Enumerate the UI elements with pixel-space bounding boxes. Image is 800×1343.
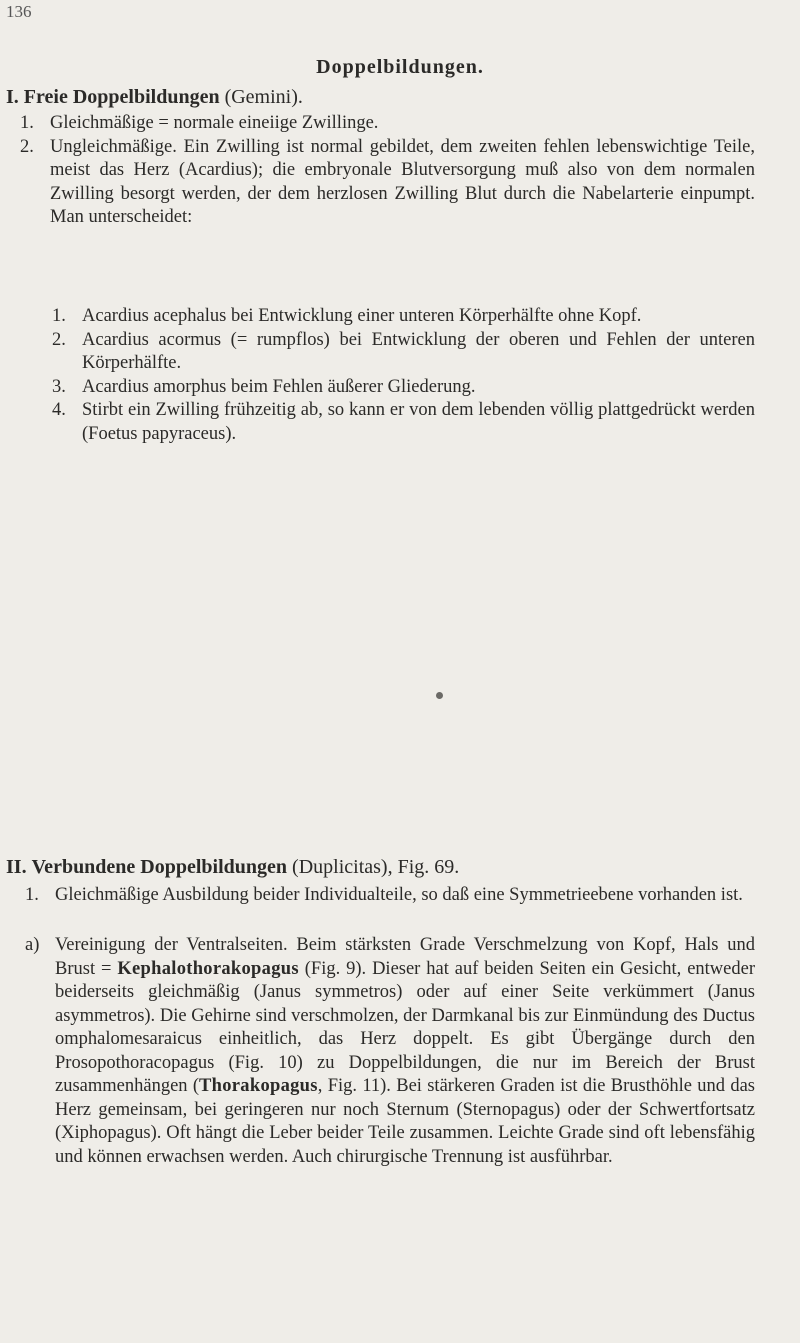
running-head: Doppelbildungen.: [316, 56, 484, 78]
item-number: 1.: [20, 113, 34, 133]
section-2-heading: [6, 856, 459, 879]
item-label: a): [25, 935, 40, 955]
item-number: 4.: [52, 400, 66, 420]
section-1-heading: [6, 86, 303, 109]
item-number: 1.: [25, 885, 39, 905]
item-text: Stirbt ein Zwilling frühzeitig ab, so kann er von dem lebenden völlig plattgedrückt werden (Foetus papyraceus).: [82, 400, 755, 444]
section-2-item-1: [25, 884, 755, 908]
item-text: Acardius acephalus bei Entwicklung einer unteren Körperhälfte ohne Kopf.: [82, 306, 642, 326]
term-thorakopagus: Thorakopagus: [199, 1076, 318, 1096]
section-2-roman: II.: [6, 856, 27, 878]
item-number: 2.: [52, 329, 66, 350]
list-item: [25, 934, 756, 1169]
item-text: Ungleichmäßige. Ein Zwilling ist normal gebildet, dem zweiten fehlen lebenswichtige Teile, meist das Herz (Acardius); die embryonale Blutversorgung muß also von dem normalen Zwilling besorgt werden, der dem herzlosen Zwilling Blut durch die Nabelarterie einpumpt. Man unterscheidet:: [50, 136, 755, 227]
section-1-title: Freie Doppelbildungen: [23, 86, 220, 108]
item-number: 3.: [52, 376, 66, 397]
section-2-paragraph-a: [25, 934, 756, 1169]
list-item: [20, 136, 755, 230]
paragraph-text-1: Vereinigung der Ventralseiten. Beim stärksten Grade Verschmelzung von Kopf, Hals und Brust =: [55, 935, 755, 979]
list-item: [52, 305, 755, 329]
section-1-subtitle: (Gemini).: [224, 86, 303, 108]
section-2-title: Verbundene Doppelbildungen: [31, 856, 288, 878]
speck-mark: [436, 692, 443, 699]
section-2-subtitle: (Duplicitas), Fig. 69.: [292, 856, 460, 878]
list-item: [20, 112, 755, 136]
item-text: Acardius acormus (= rumpflos) bei Entwicklung der oberen und Fehlen der unteren Körperhälfte.: [82, 329, 755, 373]
list-item: [25, 884, 755, 908]
list-item: [52, 376, 755, 400]
list-item: [52, 399, 755, 446]
item-number: 2.: [20, 136, 34, 157]
item-text: Gleichmäßige Ausbildung beider Individualteile, so daß eine Symmetrieebene vorhanden ist.: [55, 885, 743, 905]
section-1-roman: I.: [6, 86, 19, 108]
section-1-items: [20, 112, 755, 230]
paragraph-text-3: , Fig. 11). Bei stärkeren Graden ist die Brusthöhle und das Herz gemeinsam, bei geringeren nur noch Sternum (Sternopagus) oder der Schwertfortsatz (Xiphopagus). Oft hängt die Leber beider Teile zusammen. Leichte Grade sind oft lebensfähig und können erwachsen werden. Auch chirurgische Trennung ist ausführbar.: [55, 1076, 756, 1167]
item-text: Gleichmäßige = normale eineiige Zwillinge.: [50, 113, 379, 133]
list-item: [52, 329, 755, 376]
page-number: 136: [6, 2, 32, 21]
term-kephalothorakopagus: Kephalothorakopagus: [117, 958, 299, 979]
section-1-subitems: [52, 305, 755, 446]
paragraph-text-2: (Fig. 9). Dieser hat auf beiden Seiten ein Gesicht, entweder beiderseits gleichmäßig (Janus symmetros) oder auf einer Seite verkümmert (Janus asymmetros). Die Gehirne sind verschmolzen, der Darmkanal bis zur Einmündung des Ductus omphalomesaraicus einheitlich, das Herz doppelt. Es gibt Übergänge durch den Prosopothoracopagus (Fig. 10) zu Doppelbildungen, die nur im Bereich der Brust zusammenhängen (: [55, 958, 755, 1096]
item-number: 1.: [52, 306, 66, 326]
item-text: Acardius amorphus beim Fehlen äußerer Gliederung.: [82, 376, 476, 397]
